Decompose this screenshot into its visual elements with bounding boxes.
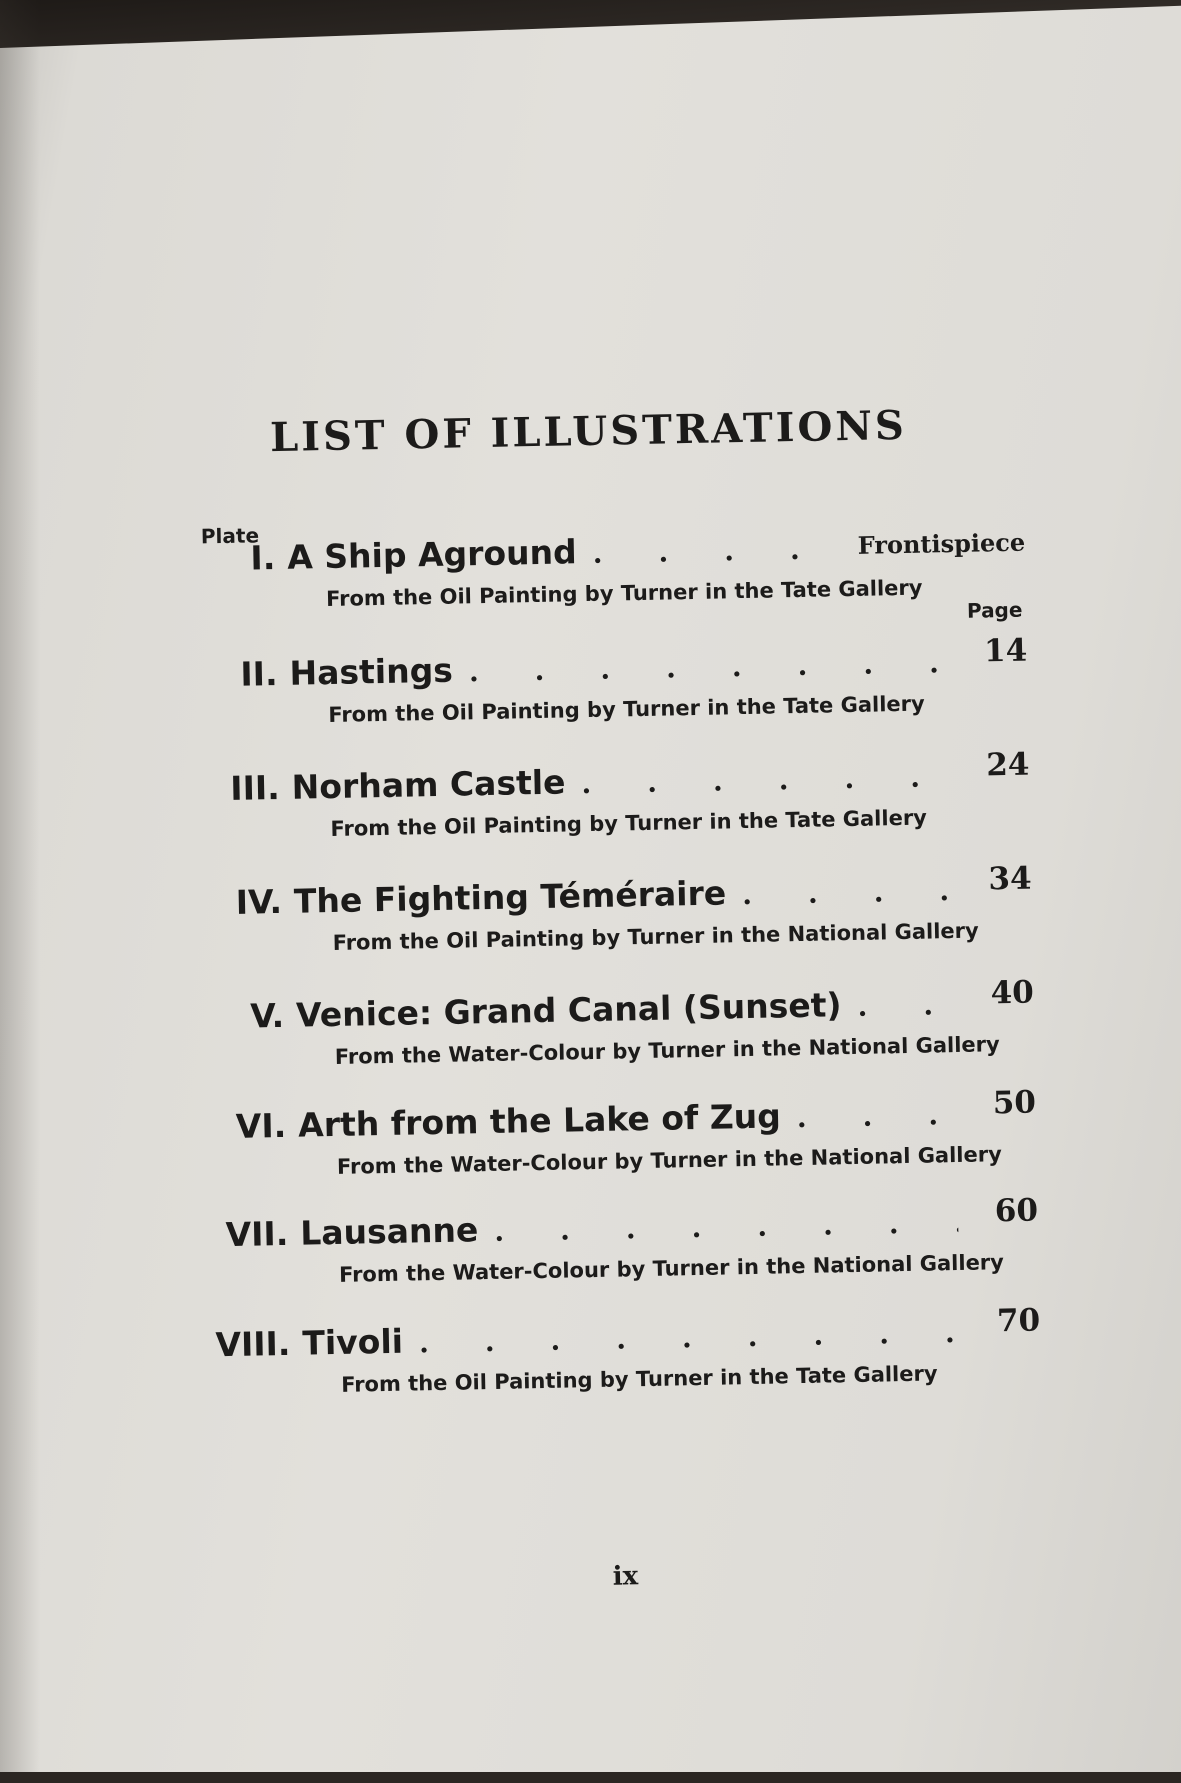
plate-numeral: VII. (225, 1213, 289, 1255)
page-number: 14 (983, 632, 1028, 670)
plate-column-label: Plate (200, 523, 260, 549)
folio-page-number: ix (612, 1561, 639, 1592)
illustration-entry-6 (186, 1084, 1037, 1181)
illustration-entry-4 (182, 860, 1033, 958)
illustration-title: A Ship Aground (286, 532, 578, 577)
leader-dots (453, 646, 948, 688)
illustration-entry-3 (179, 746, 1030, 844)
illustration-source: From the Oil Painting by Turner in the Tate Gallery (330, 805, 928, 841)
illustration-source: From the Oil Painting by Turner in the Tate Gallery (340, 1361, 938, 1397)
plate-numeral: III. (229, 767, 281, 808)
leader-dots (841, 988, 954, 1023)
leader-dots (565, 760, 950, 800)
illustration-title: Tivoli (301, 1321, 404, 1363)
page-number: 50 (992, 1084, 1037, 1122)
page-column-label: Page (966, 597, 1023, 623)
plate-numeral: VIII. (215, 1323, 291, 1365)
illustration-source: From the Water-Colour by Turner in the National Gallery (336, 1142, 1003, 1179)
illustration-title: The Fighting Téméraire (293, 873, 727, 921)
illustration-title: Arth from the Lake of Zug (297, 1096, 782, 1145)
illustration-source: From the Water-Colour by Turner in the National Gallery (334, 1032, 1000, 1069)
plate-numeral: VI. (235, 1105, 287, 1146)
plate-numeral: V. (249, 995, 285, 1036)
page-title: LIST OF ILLUSTRATIONS (269, 401, 908, 462)
page-number: 70 (996, 1302, 1041, 1340)
page-number: 34 (988, 860, 1032, 898)
plate-numeral: II. (240, 653, 278, 694)
illustration-title: Hastings (289, 650, 454, 693)
illustration-title: Venice: Grand Canal (Sunset) (295, 985, 842, 1035)
illustration-source: From the Water-Colour by Turner in the National Gallery (338, 1250, 1005, 1287)
page-number: Frontispiece (857, 527, 1026, 560)
illustration-entry-5 (184, 974, 1035, 1072)
illustration-source: From the Oil Painting by Turner in the Tate Gallery (325, 575, 923, 612)
illustration-entry-8 (190, 1302, 1041, 1399)
illustration-entry-1 (175, 524, 1026, 614)
illustration-source: From the Oil Painting by Turner in the National Gallery (332, 918, 979, 955)
illustration-title: Norham Castle (291, 762, 566, 807)
illustration-title: Lausanne (299, 1210, 479, 1253)
illustration-source: From the Oil Painting by Turner in the Tate Gallery (328, 691, 925, 728)
page-number: 60 (994, 1192, 1039, 1230)
leader-dots (403, 1316, 961, 1360)
leader-dots (726, 874, 952, 911)
illustration-entry-2 (177, 632, 1028, 730)
leader-dots (576, 532, 838, 570)
plate-numeral: IV. (235, 881, 283, 922)
illustration-entry-7 (188, 1192, 1039, 1289)
page-number: 40 (990, 974, 1035, 1012)
page-number: 24 (985, 746, 1030, 784)
plate-numeral: I. (250, 538, 276, 578)
leader-dots (781, 1098, 957, 1134)
leader-dots (478, 1206, 958, 1248)
